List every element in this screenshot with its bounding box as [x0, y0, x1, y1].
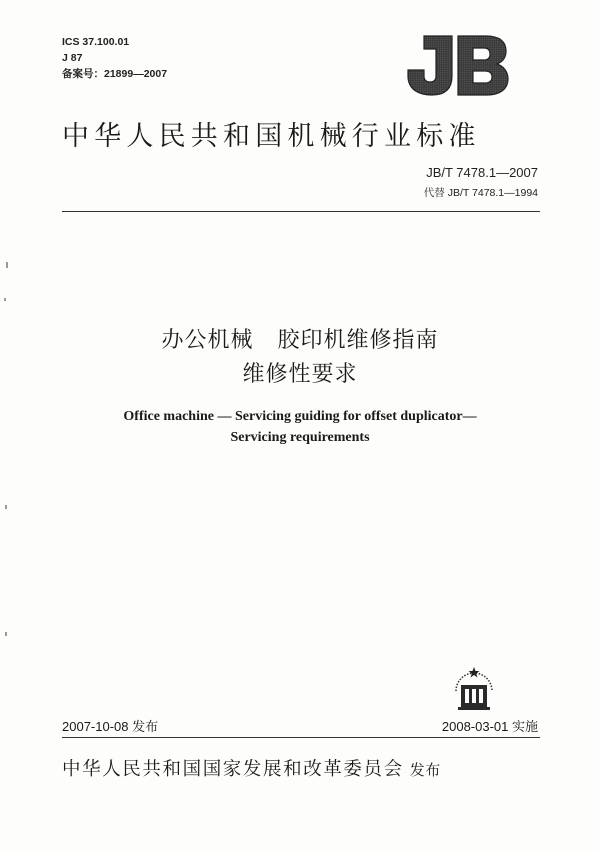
filing-number: 备案号：21899—2007 [62, 68, 168, 80]
ccs-code: J 87 [62, 52, 83, 64]
scan-artifact [4, 298, 6, 301]
standard-category: 中华人民共和国机械行业标准 [62, 121, 481, 152]
implementation-date: 2008-03-01 实施 [441, 719, 538, 734]
standard-number [426, 165, 538, 180]
jb-logo [402, 32, 510, 98]
classification-block [62, 34, 167, 82]
bottom-divider [62, 737, 540, 738]
title-chinese-line2: 维修性要求 [242, 362, 358, 387]
issuer-suffix: 发布 [409, 761, 441, 779]
top-divider [62, 211, 540, 212]
standard-number-text: JB/T 7478.1—2007 [426, 165, 538, 180]
scan-artifact [5, 505, 7, 509]
issuer-name: 中华人民共和国国家发展和改革委员会 [62, 759, 404, 780]
svg-text:JB: JB [402, 32, 403, 33]
issue-date: 2007-10-08 发布 [62, 719, 159, 734]
replaces-standard: 代替 JB/T 7478.1—1994 [423, 187, 538, 199]
title-chinese-line1: 办公机械 胶印机维修指南 [161, 328, 439, 353]
ics-code: ICS 37.100.01 [62, 36, 130, 48]
issuing-authority [62, 755, 542, 781]
scan-artifact [5, 632, 7, 636]
standards-press-logo [448, 663, 500, 713]
scan-artifact [6, 262, 8, 268]
title-english-line1: Office machine — Servicing guiding for offset duplicator— [123, 409, 477, 424]
title-english-line2: Servicing requirements [230, 430, 370, 445]
